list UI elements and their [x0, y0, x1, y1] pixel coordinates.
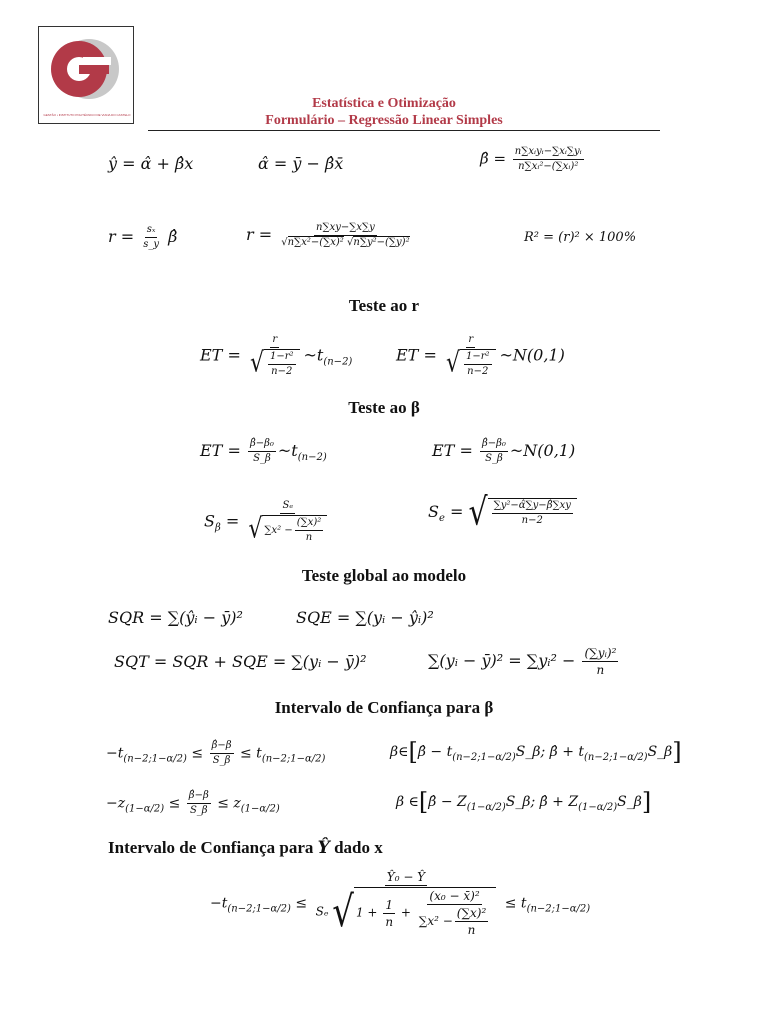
ci4-lower-sub: (1−α/2): [466, 802, 506, 813]
s-e-subscript: e: [438, 513, 445, 524]
formula-test-beta-normal: [432, 438, 575, 465]
ci3-lhs-sub: (1−α/2): [125, 803, 165, 815]
r-beta-factor: β̂: [168, 227, 178, 246]
ci2-lower-sub: (n−2;1−α/2): [452, 752, 516, 763]
ci3-den: S_β: [189, 805, 208, 816]
formula-r-from-s: [108, 224, 177, 251]
test-beta-t-dist: ~t: [277, 441, 298, 460]
ciy-x-den: [417, 905, 493, 937]
test-r-rad-num: 1−r²: [268, 351, 296, 365]
test-beta-t-den: S_β: [253, 453, 271, 464]
ci3-lhs: −z: [106, 795, 126, 812]
pearson-den-x: n∑x²−(∑x)²: [287, 237, 344, 248]
formula-alpha-hat: α̂ = ȳ − β̂x̄: [258, 154, 344, 173]
ci1-rhs-sub: (n−2;1−α/2): [261, 753, 326, 765]
test-beta-t-num: β̂−β₀: [248, 438, 276, 452]
ci2-upper: S_β; β̂ + t: [515, 744, 584, 760]
r-s-numerator: sₓ: [145, 224, 158, 238]
ci3-rhs-sub: (1−α/2): [240, 803, 280, 815]
s-e-symbol: S: [428, 502, 439, 521]
logo-caption: GESTÃO • INSTITUTO POLITÉCNICO DE VIANA DO CASTELO: [43, 113, 131, 117]
test-r-t-dist: ~t: [303, 345, 324, 365]
test-r-t-numerator: r: [270, 334, 279, 348]
ciy-le: ≤: [295, 895, 308, 912]
ciy-1n-den: n: [385, 914, 394, 929]
test-beta-n-den: S_β: [485, 453, 503, 464]
formula-r-squared: R² = (r)² × 100%: [524, 230, 637, 245]
sqt-shortcut-lhs: ∑(yᵢ − ȳ)² = ∑yᵢ² −: [428, 651, 576, 670]
ci4-upper: S_β; β̂ + Z: [505, 794, 579, 810]
sqt-shortcut-num: (∑yᵢ)²: [584, 646, 617, 660]
formula-beta-hat: [480, 146, 586, 173]
test-beta-t-lhs: ET =: [200, 441, 241, 460]
ciy-x-num: (x₀ − x̄)²: [429, 889, 480, 903]
formula-s-e: $S_e$ = √ $\frac{\text{∑y²−α̂∑y−β̂∑xy}}{n-2}$: [428, 498, 577, 527]
s-e-den: n−2: [521, 515, 543, 526]
s-beta-symbol: S: [204, 511, 215, 531]
beta-hat-lhs: β̂ =: [480, 149, 507, 168]
test-beta-n-dist: ~N(0,1): [509, 441, 576, 460]
s-beta-num: Sₑ: [280, 500, 295, 514]
formula-sqr: SQR = ∑(ŷᵢ − ȳ)²: [108, 608, 243, 627]
beta-hat-denominator: n∑xᵢ²−(∑xᵢ)²: [518, 161, 579, 172]
sqt-shortcut-den: n: [596, 663, 605, 677]
pearson-denominator: √n∑x²−(∑x)² √n∑y²−(∑y)²: [281, 237, 410, 248]
s-beta-rad-fnum: (∑x)²: [295, 517, 324, 531]
ciy-denominator: Sₑ √ 1 + $\frac{1}{n}$ + (x₀ − x̄)² ∑x² − $\frac{\text{(∑x)²}}{n}$: [314, 886, 499, 937]
ciy-numerator: Ŷ₀ − Ŷ: [386, 870, 426, 884]
pearson-numerator: n∑xy−∑x∑y: [314, 222, 377, 236]
ciy-rhs: ≤ t: [504, 895, 527, 912]
test-beta-t-df: (n−2): [297, 452, 327, 463]
header-divider: [148, 130, 660, 131]
formula-test-r-t: [200, 334, 352, 378]
s-e-num: ∑y²−α̂∑y−β̂∑xy: [492, 500, 573, 514]
formula-ci-beta-t-interval: β∈[β̂ − $t_{(n-2;1-\alpha/2)}S\_\beta$; β̂ + $t_{(n-2;1-\alpha/2)}S\_\beta$]: [390, 738, 682, 766]
ciy-se: Sₑ: [315, 904, 329, 919]
ci4-upper-sub: (1−α/2): [578, 802, 618, 813]
test-r-n-dist: ~N(0,1): [499, 345, 565, 365]
s-beta-subscript: β: [214, 522, 221, 534]
formula-ci-y: [210, 870, 590, 937]
ciy-x-den-sum: ∑x² −: [418, 914, 453, 928]
ci1-den: S_β: [212, 755, 231, 766]
s-beta-rad-fden: n: [305, 532, 313, 543]
ci1-num: β̂−β: [210, 740, 234, 754]
formula-regression-line: ŷ = α̂ + β̂x: [108, 154, 194, 173]
formula-test-r-normal: [396, 334, 565, 378]
formula-ci-beta-t-pivot: [106, 740, 325, 767]
formula-test-beta-t: [200, 438, 327, 465]
ci2-lhs: β∈: [390, 744, 409, 760]
ci3-rhs: ≤ z: [217, 795, 241, 812]
pearson-lhs: r =: [246, 225, 273, 244]
ci3-le: ≤: [168, 795, 181, 812]
ciy-one: 1 +: [355, 905, 378, 920]
section-title-global-test: Teste global ao modelo: [301, 566, 467, 585]
ci3-num: β̂−β: [187, 790, 211, 804]
ci4-lower: β̂ − Z: [428, 794, 467, 810]
ciy-x-den-fden: n: [467, 923, 476, 937]
pearson-den-y: n∑y²−(∑y)²: [353, 237, 410, 248]
ciy-plus: +: [400, 905, 411, 920]
test-r-n-lhs: ET =: [396, 345, 437, 365]
formula-sqe: SQE = ∑(yᵢ − ŷᵢ)²: [296, 608, 434, 627]
test-r-n-denominator: √ $\frac{\text{1−r²}}{n-2}$: [444, 348, 498, 378]
formula-sqt-shortcut: [428, 646, 620, 677]
ci1-lhs: −t: [106, 745, 124, 762]
test-r-n-rad-num: 1−r²: [464, 351, 492, 365]
ciy-lhs: −t: [210, 895, 228, 912]
ci4-lhs: β ∈: [396, 794, 419, 810]
formula-ci-beta-z-interval: β ∈[β̂ − $Z_{(1-\alpha/2)}S\_\beta$; β̂ + $Z_{(1-\alpha/2)}S\_\beta$]: [396, 788, 652, 816]
ciy-lhs-sub: (n−2;1−α/2): [227, 903, 291, 915]
s-beta-den: √ ∑x² − $\frac{\text{(∑x)²}}{n}$: [246, 514, 329, 544]
test-r-t-lhs: ET =: [200, 345, 241, 365]
section-title-ci-y: [108, 838, 383, 858]
s-beta-rad-sum: ∑x² −: [264, 525, 293, 536]
formula-r-pearson: [246, 222, 414, 249]
formula-ci-beta-z-pivot: [106, 790, 280, 817]
formula-s-beta: $S_\beta$ = Sₑ √ ∑x² − $\frac{\text{(∑x)²}}{n}$: [204, 500, 331, 544]
test-r-t-df: (n−2): [323, 356, 353, 368]
ci4-sbeta: S_β: [617, 794, 642, 810]
ci2-upper-sub: (n−2;1−α/2): [584, 752, 648, 763]
r-s-denominator: s_y: [143, 239, 160, 250]
test-r-n-rad-den: n−2: [467, 366, 489, 377]
header-sheet-title: Formulário – Regressão Linear Simples: [265, 113, 503, 128]
test-beta-n-num: β̂−β₀: [480, 438, 508, 452]
test-r-rad-den: n−2: [271, 366, 293, 377]
test-beta-n-lhs: ET =: [432, 441, 473, 460]
ci1-le: ≤: [191, 745, 204, 762]
ci2-sbeta: S_β: [647, 744, 673, 760]
ci1-lhs-sub: (n−2;1−α/2): [123, 753, 187, 765]
beta-hat-numerator: n∑xᵢyᵢ−∑xᵢ∑yᵢ: [513, 146, 584, 160]
test-r-n-numerator: r: [466, 334, 475, 348]
ci-y-title-yhat: Ŷ: [317, 838, 330, 858]
section-title-test-beta: Teste ao β: [348, 398, 420, 417]
ciy-x-den-fnum: (∑x)²: [456, 906, 487, 920]
r-lhs: r =: [108, 227, 135, 246]
ciy-1n-num: 1: [385, 897, 393, 912]
header-course-title: Estatística e Otimização: [312, 96, 456, 111]
ci-y-title-text: Intervalo de Confiança para: [108, 838, 314, 857]
section-title-test-r: Teste ao r: [348, 296, 420, 315]
formula-sqt: SQT = SQR + SQE = ∑(yᵢ − ȳ)²: [114, 652, 367, 671]
ci1-rhs: ≤ t: [240, 745, 262, 762]
section-title-ci-beta: Intervalo de Confiança para β: [274, 698, 494, 717]
ci-y-title-tail: dado x: [334, 838, 383, 857]
ci2-lower: β̂ − t: [417, 744, 453, 760]
test-r-t-denominator: √ $\frac{\text{1−r²}}{n-2}$: [248, 348, 302, 378]
ciy-rhs-sub: (n−2;1−α/2): [526, 903, 591, 915]
